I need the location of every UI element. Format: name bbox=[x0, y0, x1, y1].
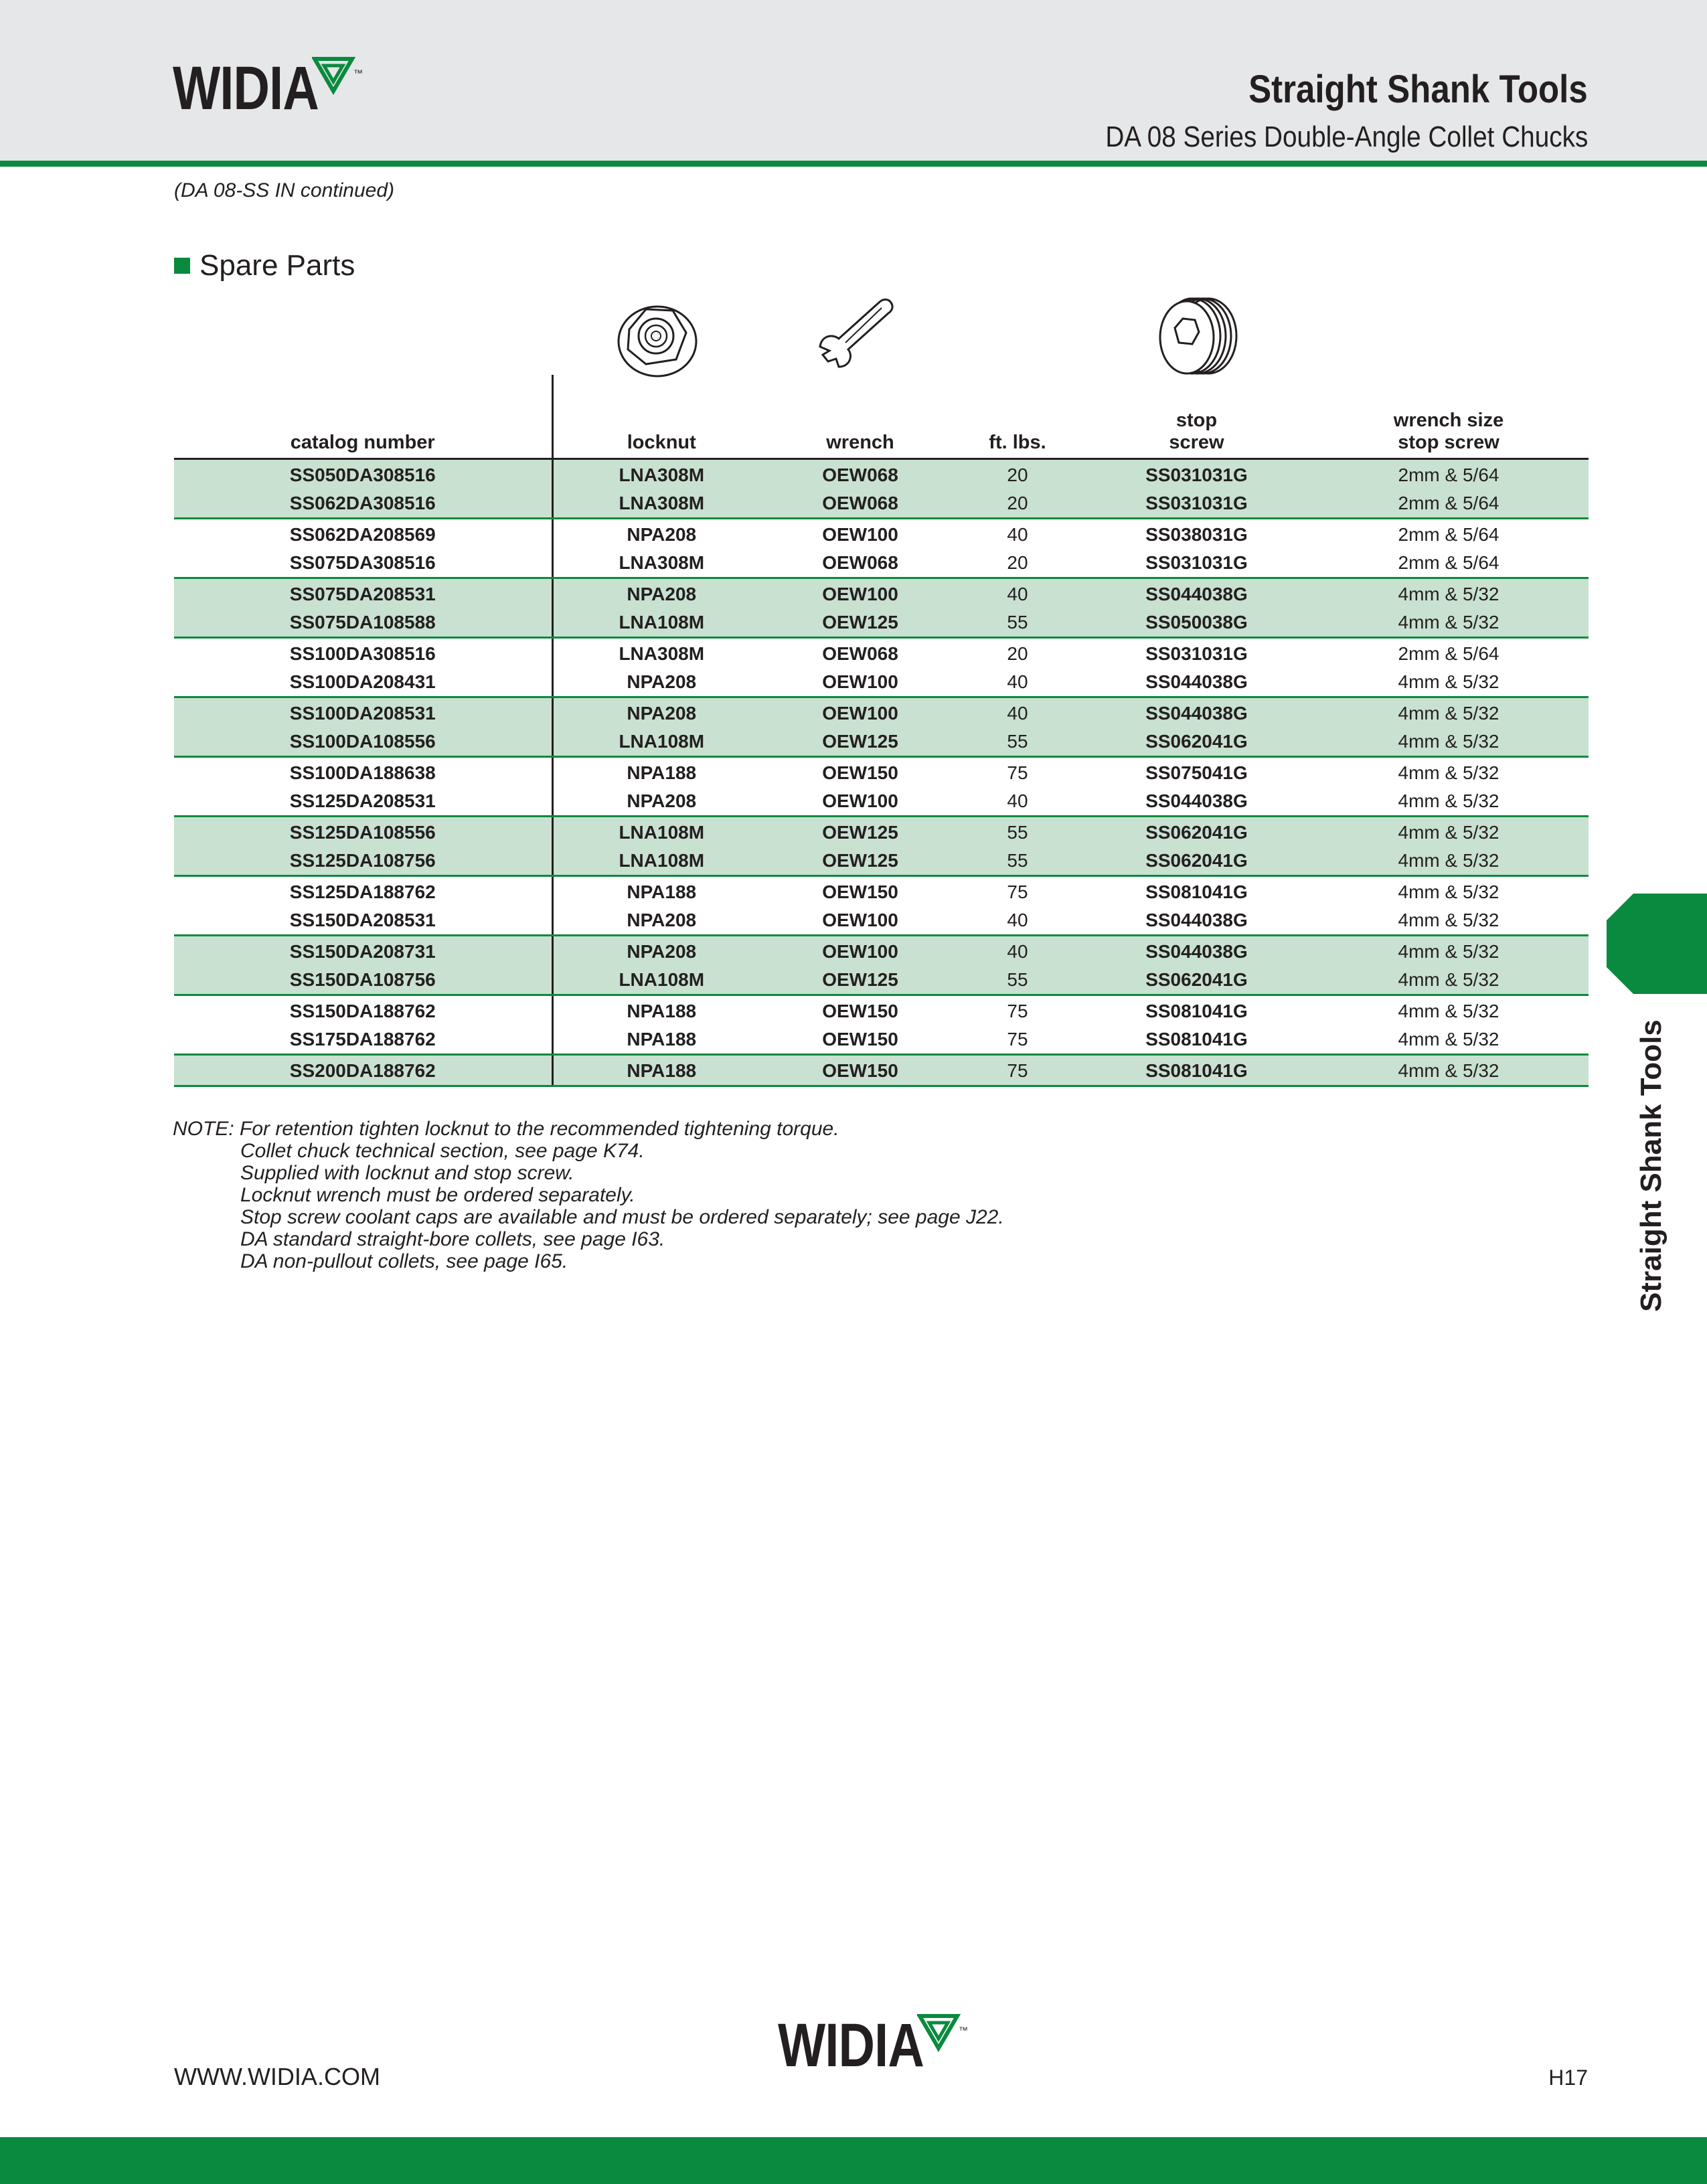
cell-wrench-size: 4mm & 5/32 bbox=[1309, 906, 1589, 936]
col-stop-screw: stop screw bbox=[1084, 375, 1309, 459]
cell-wrench: OEW068 bbox=[770, 489, 951, 519]
footer-bar bbox=[0, 2137, 1707, 2184]
cell-wrench: OEW150 bbox=[822, 1001, 898, 1021]
table-row bbox=[174, 578, 1589, 609]
cell-locknut: LNA308M bbox=[619, 643, 705, 664]
col-locknut: locknut bbox=[552, 375, 770, 459]
cell-ft-lbs: 55 bbox=[951, 847, 1084, 876]
stop-screw-icon bbox=[1148, 295, 1248, 382]
table-row bbox=[174, 995, 1589, 1026]
table-row bbox=[174, 906, 1589, 936]
cell-stop-screw: SS031031G bbox=[1084, 549, 1309, 578]
cell-locknut: LNA308M bbox=[552, 549, 770, 578]
table-row bbox=[174, 489, 1589, 519]
cell-wrench-size: 4mm & 5/32 bbox=[1309, 936, 1589, 967]
cell-stop-screw: SS081041G bbox=[1084, 1025, 1309, 1055]
cell-wrench: OEW125 bbox=[770, 728, 951, 757]
cell-catalog-number: SS125DA188762 bbox=[174, 876, 552, 907]
cell-locknut: LNA308M bbox=[552, 459, 770, 490]
cell-catalog-number: SS125DA108556 bbox=[174, 817, 552, 847]
note-line: DA non-pullout collets, see page I65. bbox=[240, 1250, 568, 1272]
cell-ft-lbs: 20 bbox=[951, 549, 1084, 578]
footer-url[interactable]: WWW.WIDIA.COM bbox=[174, 2063, 380, 2090]
cell-stop-screw: SS038031G bbox=[1145, 524, 1248, 545]
logo-wordmark: WIDIA bbox=[173, 54, 319, 122]
section-tab-marker bbox=[1607, 894, 1707, 994]
table-row bbox=[174, 697, 1589, 728]
cell-ft-lbs: 55 bbox=[951, 817, 1084, 847]
table-row bbox=[174, 549, 1589, 578]
widia-logo bbox=[173, 54, 365, 122]
cell-locknut: NPA208 bbox=[552, 668, 770, 697]
cell-wrench-size: 4mm & 5/32 bbox=[1309, 1025, 1589, 1055]
cell-ft-lbs: 40 bbox=[951, 906, 1084, 936]
logo-tm: ™ bbox=[353, 68, 363, 78]
cell-ft-lbs: 40 bbox=[951, 578, 1084, 609]
cell-ft-lbs: 55 bbox=[951, 608, 1084, 638]
notes bbox=[173, 1118, 1004, 1272]
cell-locknut: LNA108M bbox=[552, 966, 770, 995]
footer-logo-tm: ™ bbox=[958, 2025, 968, 2035]
cell-ft-lbs: 40 bbox=[951, 697, 1084, 728]
cell-locknut: NPA208 bbox=[552, 936, 770, 967]
page-subtitle: DA 08 Series Double-Angle Collet Chucks bbox=[1105, 120, 1588, 153]
cell-wrench: OEW100 bbox=[770, 906, 951, 936]
cell-wrench: OEW100 bbox=[770, 578, 951, 609]
cell-wrench-size: 4mm & 5/32 bbox=[1309, 668, 1589, 697]
footer-widia-logo bbox=[778, 2011, 971, 2080]
cell-locknut: LNA308M bbox=[552, 489, 770, 519]
cell-wrench-size: 4mm & 5/32 bbox=[1309, 966, 1589, 995]
cell-stop-screw: SS031031G bbox=[1084, 459, 1309, 490]
cell-catalog-number: SS125DA208531 bbox=[174, 787, 552, 817]
cell-catalog-number: SS125DA108756 bbox=[174, 847, 552, 876]
cell-catalog-number: SS200DA188762 bbox=[174, 1055, 552, 1086]
cell-wrench: OEW125 bbox=[770, 817, 951, 847]
table-row bbox=[174, 519, 1589, 550]
note-line: Locknut wrench must be ordered separately. bbox=[240, 1184, 635, 1206]
table-row bbox=[174, 936, 1589, 967]
section-title: Spare Parts bbox=[199, 249, 355, 282]
cell-wrench: OEW150 bbox=[770, 1025, 951, 1055]
table-row bbox=[174, 728, 1589, 757]
spare-parts-table bbox=[174, 375, 1589, 1087]
cell-wrench-size: 4mm & 5/32 bbox=[1398, 1001, 1499, 1021]
table-row bbox=[174, 1055, 1589, 1086]
cell-stop-screw: SS044038G bbox=[1084, 697, 1309, 728]
cell-stop-screw: SS081041G bbox=[1145, 1001, 1248, 1021]
cell-wrench-size: 4mm & 5/32 bbox=[1309, 787, 1589, 817]
cell-stop-screw: SS062041G bbox=[1084, 966, 1309, 995]
cell-wrench-size: 4mm & 5/32 bbox=[1398, 762, 1499, 783]
cell-locknut: NPA208 bbox=[552, 787, 770, 817]
cell-locknut: LNA108M bbox=[552, 728, 770, 757]
cell-wrench-size: 2mm & 5/64 bbox=[1309, 549, 1589, 578]
cell-wrench: OEW100 bbox=[822, 524, 898, 545]
cell-locknut: NPA208 bbox=[552, 906, 770, 936]
cell-wrench: OEW068 bbox=[822, 643, 898, 664]
cell-catalog-number: SS075DA308516 bbox=[174, 549, 552, 578]
cell-ft-lbs: 20 bbox=[951, 459, 1084, 490]
cell-locknut: LNA108M bbox=[552, 817, 770, 847]
cell-wrench-size: 4mm & 5/32 bbox=[1309, 1055, 1589, 1086]
table-row bbox=[174, 757, 1589, 788]
cell-wrench-size: 4mm & 5/32 bbox=[1309, 847, 1589, 876]
header-rule bbox=[0, 161, 1707, 167]
cell-stop-screw: SS062041G bbox=[1084, 817, 1309, 847]
cell-stop-screw: SS044038G bbox=[1084, 936, 1309, 967]
cell-stop-screw: SS031031G bbox=[1145, 643, 1248, 664]
cell-wrench: OEW068 bbox=[770, 459, 951, 490]
cell-wrench: OEW068 bbox=[770, 549, 951, 578]
cell-ft-lbs: 40 bbox=[1007, 524, 1028, 545]
note-line: Collet chuck technical section, see page K74. bbox=[240, 1140, 645, 1162]
cell-ft-lbs: 40 bbox=[951, 936, 1084, 967]
cell-wrench-size: 4mm & 5/32 bbox=[1398, 881, 1499, 902]
cell-wrench: OEW100 bbox=[770, 936, 951, 967]
cell-stop-screw: SS081041G bbox=[1145, 881, 1248, 902]
side-tab-label: Straight Shank Tools bbox=[1635, 1019, 1668, 1312]
cell-locknut: NPA188 bbox=[627, 1001, 697, 1021]
cell-wrench: OEW125 bbox=[770, 966, 951, 995]
cell-stop-screw: SS062041G bbox=[1084, 728, 1309, 757]
note-line: Stop screw coolant caps are available and must be ordered separately; see page J22. bbox=[240, 1206, 1004, 1228]
table-row bbox=[174, 668, 1589, 697]
cell-stop-screw: SS062041G bbox=[1084, 847, 1309, 876]
table-row bbox=[174, 817, 1589, 847]
cell-ft-lbs: 75 bbox=[1007, 762, 1028, 783]
cell-catalog-number: SS100DA108556 bbox=[174, 728, 552, 757]
cell-wrench: OEW125 bbox=[770, 608, 951, 638]
cell-wrench-size: 2mm & 5/64 bbox=[1309, 489, 1589, 519]
table-row bbox=[174, 1025, 1589, 1055]
cell-wrench-size: 4mm & 5/32 bbox=[1309, 697, 1589, 728]
cell-catalog-number: SS075DA208531 bbox=[174, 578, 552, 609]
cell-catalog-number: SS062DA208569 bbox=[174, 519, 552, 550]
logo-triangle-icon bbox=[312, 56, 365, 96]
cell-catalog-number: SS175DA188762 bbox=[174, 1025, 552, 1055]
page-number: H17 bbox=[1548, 2066, 1588, 2090]
cell-wrench: OEW150 bbox=[822, 762, 898, 783]
cell-stop-screw: SS044038G bbox=[1084, 787, 1309, 817]
cell-stop-screw: SS044038G bbox=[1084, 906, 1309, 936]
note-line: DA standard straight-bore collets, see page I63. bbox=[240, 1228, 665, 1250]
cell-catalog-number: SS150DA208731 bbox=[174, 936, 552, 967]
cell-catalog-number: SS100DA208531 bbox=[174, 697, 552, 728]
footer-logo-triangle-icon bbox=[917, 2013, 971, 2053]
cell-ft-lbs: 75 bbox=[951, 1055, 1084, 1086]
table-body bbox=[174, 459, 1589, 1086]
cell-wrench-size: 2mm & 5/64 bbox=[1398, 524, 1499, 545]
note-line: Supplied with locknut and stop screw. bbox=[240, 1162, 574, 1184]
note-lead: NOTE: For retention tighten locknut to the recommended tightening torque. bbox=[173, 1118, 839, 1140]
cell-ft-lbs: 75 bbox=[1007, 881, 1028, 902]
col-ft-lbs: ft. lbs. bbox=[951, 375, 1084, 459]
cell-catalog-number: SS100DA188638 bbox=[174, 757, 552, 788]
cell-wrench: OEW100 bbox=[770, 697, 951, 728]
cell-stop-screw: SS075041G bbox=[1145, 762, 1248, 783]
continued-note: (DA 08-SS IN continued) bbox=[174, 179, 395, 201]
cell-ft-lbs: 40 bbox=[951, 668, 1084, 697]
col-catalog-number: catalog number bbox=[174, 375, 552, 459]
cell-wrench-size: 4mm & 5/32 bbox=[1309, 817, 1589, 847]
cell-wrench-size: 4mm & 5/32 bbox=[1309, 728, 1589, 757]
cell-catalog-number: SS150DA208531 bbox=[174, 906, 552, 936]
table-row bbox=[174, 966, 1589, 995]
cell-wrench: OEW150 bbox=[822, 881, 898, 902]
cell-wrench-size: 4mm & 5/32 bbox=[1309, 578, 1589, 609]
cell-stop-screw: SS044038G bbox=[1084, 578, 1309, 609]
col-wrench: wrench bbox=[770, 375, 951, 459]
cell-locknut: NPA188 bbox=[552, 1025, 770, 1055]
cell-stop-screw: SS050038G bbox=[1084, 608, 1309, 638]
cell-locknut: NPA188 bbox=[627, 881, 697, 902]
cell-catalog-number: SS100DA308516 bbox=[174, 638, 552, 669]
table-row bbox=[174, 847, 1589, 876]
cell-ft-lbs: 75 bbox=[951, 1025, 1084, 1055]
cell-wrench: OEW100 bbox=[770, 668, 951, 697]
section-heading bbox=[174, 249, 355, 282]
footer-logo-wordmark: WIDIA bbox=[778, 2011, 924, 2080]
col-wrench-size: wrench size stop screw bbox=[1309, 375, 1589, 459]
cell-wrench: OEW150 bbox=[770, 1055, 951, 1086]
cell-catalog-number: SS050DA308516 bbox=[174, 459, 552, 490]
cell-ft-lbs: 20 bbox=[951, 489, 1084, 519]
cell-locknut: LNA108M bbox=[552, 608, 770, 638]
cell-wrench-size: 2mm & 5/64 bbox=[1398, 643, 1499, 664]
cell-wrench: OEW100 bbox=[770, 787, 951, 817]
cell-catalog-number: SS150DA188762 bbox=[174, 995, 552, 1026]
cell-locknut: LNA108M bbox=[552, 847, 770, 876]
table-row bbox=[174, 787, 1589, 817]
cell-stop-screw: SS031031G bbox=[1084, 489, 1309, 519]
cell-locknut: NPA208 bbox=[552, 578, 770, 609]
cell-locknut: NPA208 bbox=[552, 697, 770, 728]
locknut-icon bbox=[609, 296, 703, 383]
cell-stop-screw: SS044038G bbox=[1084, 668, 1309, 697]
cell-wrench-size: 4mm & 5/32 bbox=[1309, 608, 1589, 638]
cell-ft-lbs: 55 bbox=[951, 966, 1084, 995]
table-row bbox=[174, 459, 1589, 490]
table-row bbox=[174, 876, 1589, 907]
section-bullet-icon bbox=[174, 258, 190, 274]
cell-stop-screw: SS081041G bbox=[1084, 1055, 1309, 1086]
table-row bbox=[174, 608, 1589, 638]
cell-locknut: NPA188 bbox=[552, 1055, 770, 1086]
cell-wrench-size: 2mm & 5/64 bbox=[1309, 459, 1589, 490]
table-header bbox=[174, 375, 1589, 459]
cell-locknut: NPA208 bbox=[627, 524, 697, 545]
cell-catalog-number: SS062DA308516 bbox=[174, 489, 552, 519]
cell-ft-lbs: 75 bbox=[1007, 1001, 1028, 1021]
cell-catalog-number: SS075DA108588 bbox=[174, 608, 552, 638]
cell-locknut: NPA188 bbox=[627, 762, 697, 783]
cell-catalog-number: SS150DA108756 bbox=[174, 966, 552, 995]
cell-catalog-number: SS100DA208431 bbox=[174, 668, 552, 697]
cell-ft-lbs: 40 bbox=[951, 787, 1084, 817]
page-title: Straight Shank Tools bbox=[1248, 68, 1588, 111]
cell-ft-lbs: 55 bbox=[951, 728, 1084, 757]
wrench-icon bbox=[813, 295, 900, 375]
table-row bbox=[174, 638, 1589, 669]
cell-wrench: OEW125 bbox=[770, 847, 951, 876]
cell-ft-lbs: 20 bbox=[1007, 643, 1028, 664]
